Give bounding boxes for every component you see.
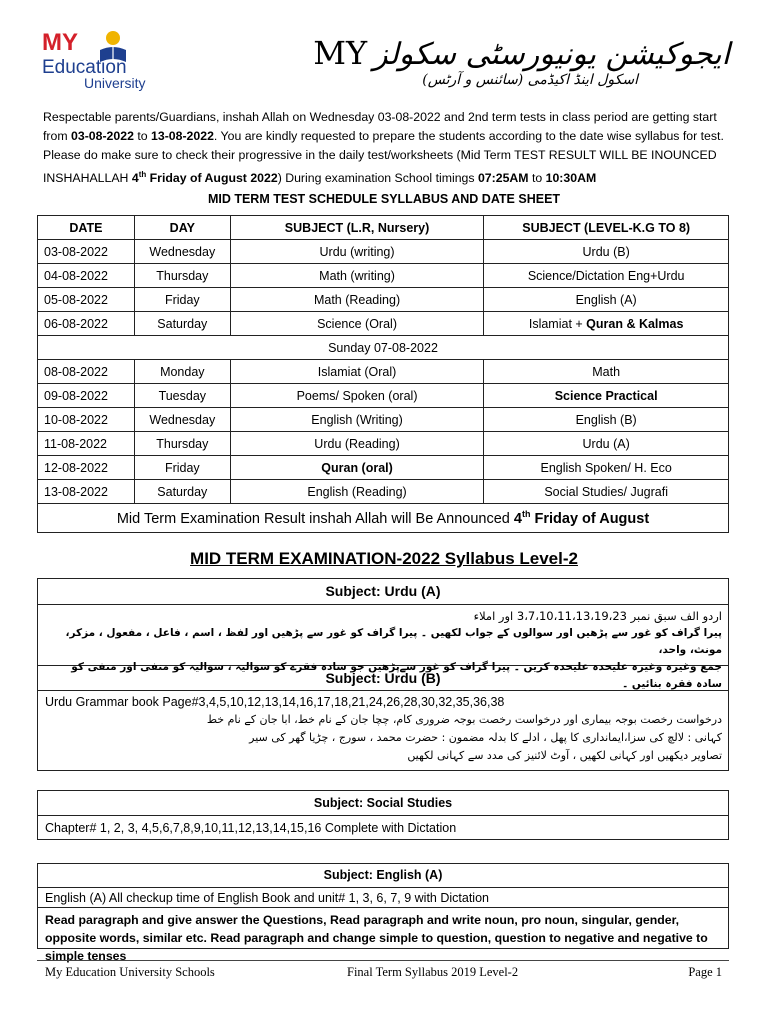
social-studies-header: Subject: Social Studies — [38, 791, 728, 816]
cell-date: 08-08-2022 — [38, 360, 135, 384]
result-announcement-row — [38, 504, 729, 533]
cell-day: Friday — [134, 456, 230, 480]
cell-subject-lr: Poems/ Spoken (oral) — [230, 384, 484, 408]
end-time: 10:30AM — [545, 171, 597, 186]
english-a-line-1: English (A) All checkup time of English Book and unit# 1, 3, 6, 7, 9 with Dictation — [38, 888, 728, 908]
urdu-a-header: Subject: Urdu (A) — [38, 579, 728, 605]
cell-subject-kg8: Urdu (A) — [484, 432, 729, 456]
schedule-title: MID TERM TEST SCHEDULE SYLLABUS AND DATE SHEET — [207, 192, 561, 206]
logo-university-text: University — [84, 75, 146, 91]
schedule-table — [37, 215, 729, 533]
footer-document-title: Final Term Syllabus 2019 Level-2 — [347, 965, 519, 979]
start-date: 03-08-2022 — [71, 129, 134, 143]
cell-subject-kg8: English (B) — [484, 408, 729, 432]
cell-day: Saturday — [134, 480, 230, 504]
end-date: 13-08-2022 — [151, 129, 214, 143]
cell-date: 12-08-2022 — [38, 456, 135, 480]
result-announcement — [38, 504, 729, 533]
result-week-suffix: th — [138, 170, 147, 179]
footer-page-number: Page 1 — [688, 965, 722, 979]
cell-subject-kg8: Math — [484, 360, 729, 384]
cell-subject-kg8: Science Practical — [484, 384, 729, 408]
header-subject-lr: SUBJECT (L.R, Nursery) — [230, 216, 484, 240]
cell-day: Monday — [134, 360, 230, 384]
announcement-week: 4 — [513, 510, 522, 527]
urdu-b-line-3: کہانی : لالچ کی سزا،ایمانداری کا پھل ، ادلے کا بدلہ مضمون : حضرت محمد ، سورج ، چڑیا گھر کی سیر — [249, 731, 722, 744]
sunday-row — [38, 336, 729, 360]
cell-subject-lr: Urdu (Reading) — [230, 432, 484, 456]
cell-subject-kg8: Science/Dictation Eng+Urdu — [484, 264, 729, 288]
intro-paragraph — [43, 108, 733, 188]
table-row — [38, 432, 729, 456]
cell-date: 05-08-2022 — [38, 288, 135, 312]
urdu-b-section — [37, 666, 729, 771]
intro-text-6: to — [528, 171, 546, 186]
table-row — [38, 240, 729, 264]
urdu-b-grammar-pages: Urdu Grammar book Page#3,4,5,10,12,13,14,16,17,18,21,24,26,28,30,32,35,36,38 — [45, 695, 505, 709]
table-row — [38, 360, 729, 384]
result-week-number: 4 — [131, 171, 139, 186]
cell-date: 03-08-2022 — [38, 240, 135, 264]
school-logo — [40, 26, 155, 96]
cell-subject-kg8: English (A) — [484, 288, 729, 312]
cell-day: Tuesday — [134, 384, 230, 408]
cell-subject-lr: Quran (oral) — [230, 456, 484, 480]
school-subtitle-urdu: اسکول اینڈ اکیڈمی (سائنس و آرٹس) — [422, 72, 638, 88]
urdu-b-header: Subject: Urdu (B) — [38, 666, 728, 691]
intro-text-2: to — [133, 129, 152, 143]
intro-text-3: . You are kindly requested to prepare the students according to the date wise syllabus for test. Please do make sure to check their progressive in the daily test/worksheets (Mid Term TEST RESULT WILL BE INOUNCED INSHAHALLAH — [43, 129, 724, 186]
table-row — [38, 456, 729, 480]
table-row — [38, 480, 729, 504]
urdu-a-line-3: جمع وغیرہ وغیرہ علیحدہ علیحدہ کریں ۔ پیرا گراف کو غور سےپڑھیں جو سادہ فقرے کو سوالیہ ، سوالیہ کو منفی اور منفی کو سادہ فقرہ بنائیں ۔ — [71, 661, 722, 690]
urdu-b-line-4: تصاویر دیکھیں اور کہانی لکھیں ، آوٹ لائنیز کی مدد سے کہانی لکھیں — [407, 749, 722, 762]
cell-day: Wednesday — [134, 408, 230, 432]
cell-subject-kg8-bold: Quran & Kalmas — [586, 316, 684, 331]
school-name-urdu-text: ایجوکیشن یونیورسٹی سکولز — [373, 37, 730, 72]
cell-date: 10-08-2022 — [38, 408, 135, 432]
cell-date: 13-08-2022 — [38, 480, 135, 504]
announcement-day: Friday of August — [530, 510, 650, 527]
logo-my-text: MY — [42, 29, 78, 56]
cell-date: 04-08-2022 — [38, 264, 135, 288]
cell-date: 11-08-2022 — [38, 432, 135, 456]
header-day: DAY — [134, 216, 230, 240]
english-a-section — [37, 863, 729, 963]
intro-text-5: ) During examination School timings — [277, 171, 478, 186]
footer-divider — [37, 960, 729, 961]
cell-subject-lr: English (Writing) — [230, 408, 484, 432]
cell-subject-kg8: English Spoken/ H. Eco — [484, 456, 729, 480]
announcement-week-suffix: th — [521, 509, 531, 520]
cell-date: 06-08-2022 — [38, 312, 135, 336]
english-a-line-2: Read paragraph and give answer the Questions, Read paragraph and write noun, pro noun, singular, gender, opposite words, similar etc. Read paragraph and change simple to question, question to negative and negative to simple tenses — [45, 913, 708, 963]
footer-school-name: My Education University Schools — [45, 965, 215, 979]
urdu-a-line-2: پیرا گراف کو غور سے پڑھیں اور سوالوں کے جواب لکھیں ۔ پیرا گراف کو غور سے پڑھیں اور لفظ ، اسم ، فاعل ، مفعول ، مزکر، مونث، واحد، — [65, 627, 722, 656]
urdu-a-line-1: اردو الف سبق نمبر 3،7،10،11،13،19،23 اور املاء — [473, 609, 722, 623]
announcement-text: Mid Term Examination Result inshah Allah will Be Announced — [116, 510, 514, 527]
urdu-b-line-2: درخواست رخصت بوجہ بیماری اور درخواست رخصت بوجہ ضروری کام، چچا جان کے نام خط، ابا جان کے نام خط — [206, 713, 722, 726]
cell-day: Saturday — [134, 312, 230, 336]
cell-subject-lr: English (Reading) — [230, 480, 484, 504]
cell-subject-lr: Islamiat (Oral) — [230, 360, 484, 384]
english-a-header: Subject: English (A) — [38, 864, 728, 888]
cell-subject-kg8: Social Studies/ Jugrafi — [484, 480, 729, 504]
table-header-row — [38, 216, 729, 240]
table-row — [38, 408, 729, 432]
cell-day: Wednesday — [134, 240, 230, 264]
cell-subject-lr: Science (Oral) — [230, 312, 484, 336]
cell-day: Thursday — [134, 264, 230, 288]
cell-sunday: Sunday 07-08-2022 — [38, 336, 729, 360]
intro-text-1: Respectable parents/Guardians, inshah Allah on Wednesday 03-08-2022 and 2nd term tests in class period are getting start from — [43, 110, 717, 143]
syllabus-title: MID TERM EXAMINATION-2022 Syllabus Level-2 — [190, 549, 578, 568]
start-time: 07:25AM — [477, 171, 529, 186]
table-row — [38, 264, 729, 288]
cell-subject-lr: Urdu (writing) — [230, 240, 484, 264]
cell-day: Thursday — [134, 432, 230, 456]
logo-education-text: Education — [42, 57, 127, 78]
cell-subject-kg8: Urdu (B) — [484, 240, 729, 264]
cell-subject-kg8-text: Islamiat + — [528, 316, 587, 331]
cell-subject-lr: Math (Reading) — [230, 288, 484, 312]
header-subject-kg8: SUBJECT (LEVEL-K.G TO 8) — [484, 216, 729, 240]
cell-subject-kg8 — [484, 312, 729, 336]
result-date-text: Friday of August 2022 — [146, 171, 278, 186]
header-date: DATE — [38, 216, 135, 240]
social-studies-body: Chapter# 1, 2, 3, 4,5,6,7,8,9,10,11,12,13,14,15,16 Complete with Dictation — [45, 821, 457, 835]
cell-day: Friday — [134, 288, 230, 312]
social-studies-section — [37, 790, 729, 840]
table-row — [38, 312, 729, 336]
school-name-prefix: MY — [313, 34, 368, 72]
cell-date: 09-08-2022 — [38, 384, 135, 408]
cell-subject-lr: Math (writing) — [230, 264, 484, 288]
table-row — [38, 288, 729, 312]
school-name-urdu — [313, 34, 730, 72]
table-row — [38, 384, 729, 408]
